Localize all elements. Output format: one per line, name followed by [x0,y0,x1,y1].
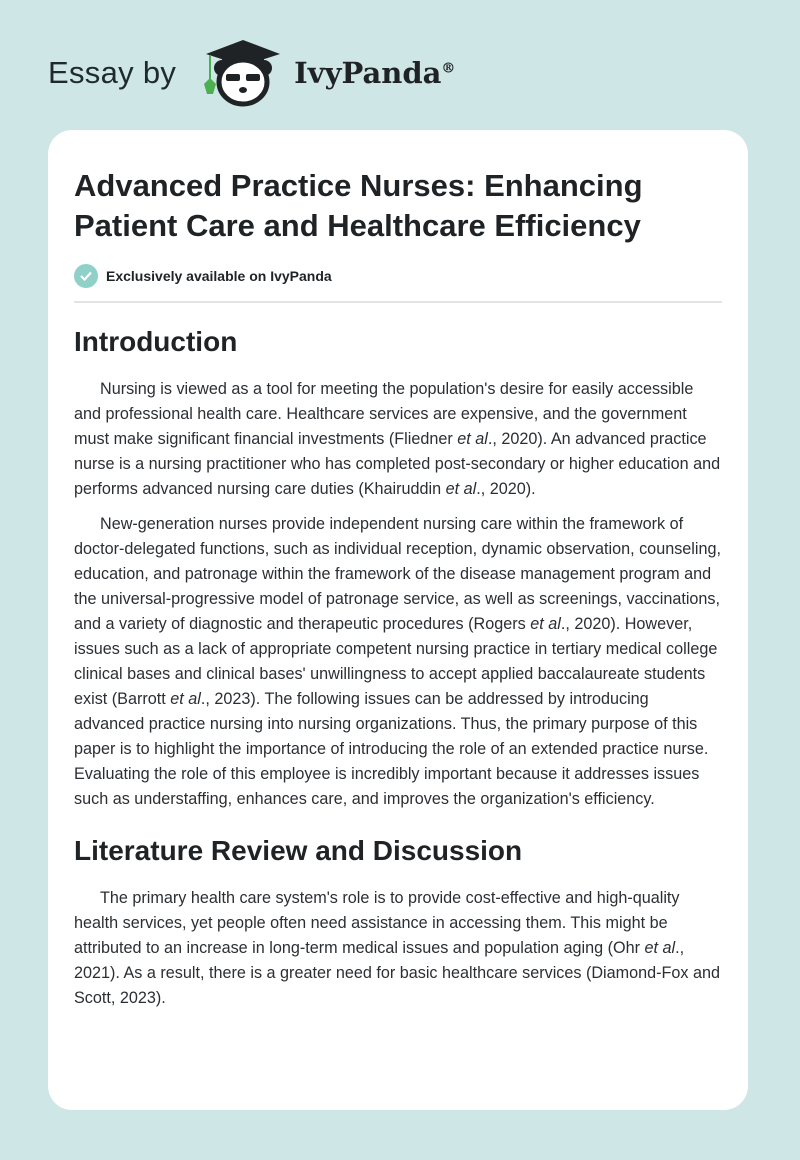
essay-body [74,325,722,1011]
essay-title: Advanced Practice Nurses: Enhancing Patient Care and Healthcare Efficiency [74,168,643,243]
exclusive-badge [74,264,722,288]
site-header [48,38,455,108]
brand-name [294,56,455,90]
brand-text: IvyPanda [294,56,442,90]
text-segment: ., 2021). As a result, there is a greater need for basic healthcare services (Diamond-Fox and Scott, 2023). [74,939,721,1007]
citation-italic: et al [457,430,488,448]
divider [74,301,722,303]
citation-italic: et al [170,690,201,708]
essay-card [48,130,748,1110]
text-segment: ., 2020). However, issues such as a lack of appropriate competent nursing practice in tertiary medical college clinical bases and clinical bases' unwillingness to accept applied baccalaureate students exist (Barrott [74,615,718,708]
section-heading: Introduction [74,326,238,357]
text-segment: New-generation nurses provide independent nursing care within the framework of doctor-delegated functions, such as individual reception, dynamic observation, counseling, education, and patronage within the framework of the disease management program and the universal-progressive model of patronage service, as well as screenings, vaccinations, and a variety of diagnostic and therapeutic procedures (Rogers [74,515,721,633]
text-segment: ., 2023). The following issues can be addressed by introducing advanced practice nursing into nursing organizations. Thus, the primary purpose of this paper is to highlight the importance of introducing the role of an extended practice nurse. Evaluating the role of this employee is incredibly important because it addresses issues such as understaffing, enhances care, and improves the organization's efficiency. [74,690,709,808]
checkmark-icon [74,264,98,288]
text-segment: Nursing is viewed as a tool for meeting the population's desire for easily accessible and professional health care. Healthcare services are expensive, and the government must make significant financial investments (Fliedner [74,380,694,448]
paragraph [74,886,722,1011]
paragraph [74,512,722,812]
citation-italic: et al [644,939,676,957]
essay-by-label: Essay by [48,55,177,90]
paragraph [74,377,722,502]
citation-italic: et al [530,615,561,633]
text-segment: ., 2020). [476,480,536,498]
section-heading: Literature Review and Discussion [74,835,523,866]
exclusive-label: Exclusively available on IvyPanda [106,268,332,284]
citation-italic: et al [445,480,477,498]
text-segment: The primary health care system's role is to provide cost-effective and high-quality health services, yet people often need assistance in accessing them. This might be attributed to an increase in long-term medical issues and population aging (Ohr [74,889,680,957]
text-segment: ., 2020). An advanced practice nurse is a nursing practitioner who has completed post-secondary or higher education and performs advanced nursing care duties (Khairuddin [74,430,721,498]
ivypanda-logo-icon [198,38,288,108]
registered-mark: ® [441,60,456,77]
